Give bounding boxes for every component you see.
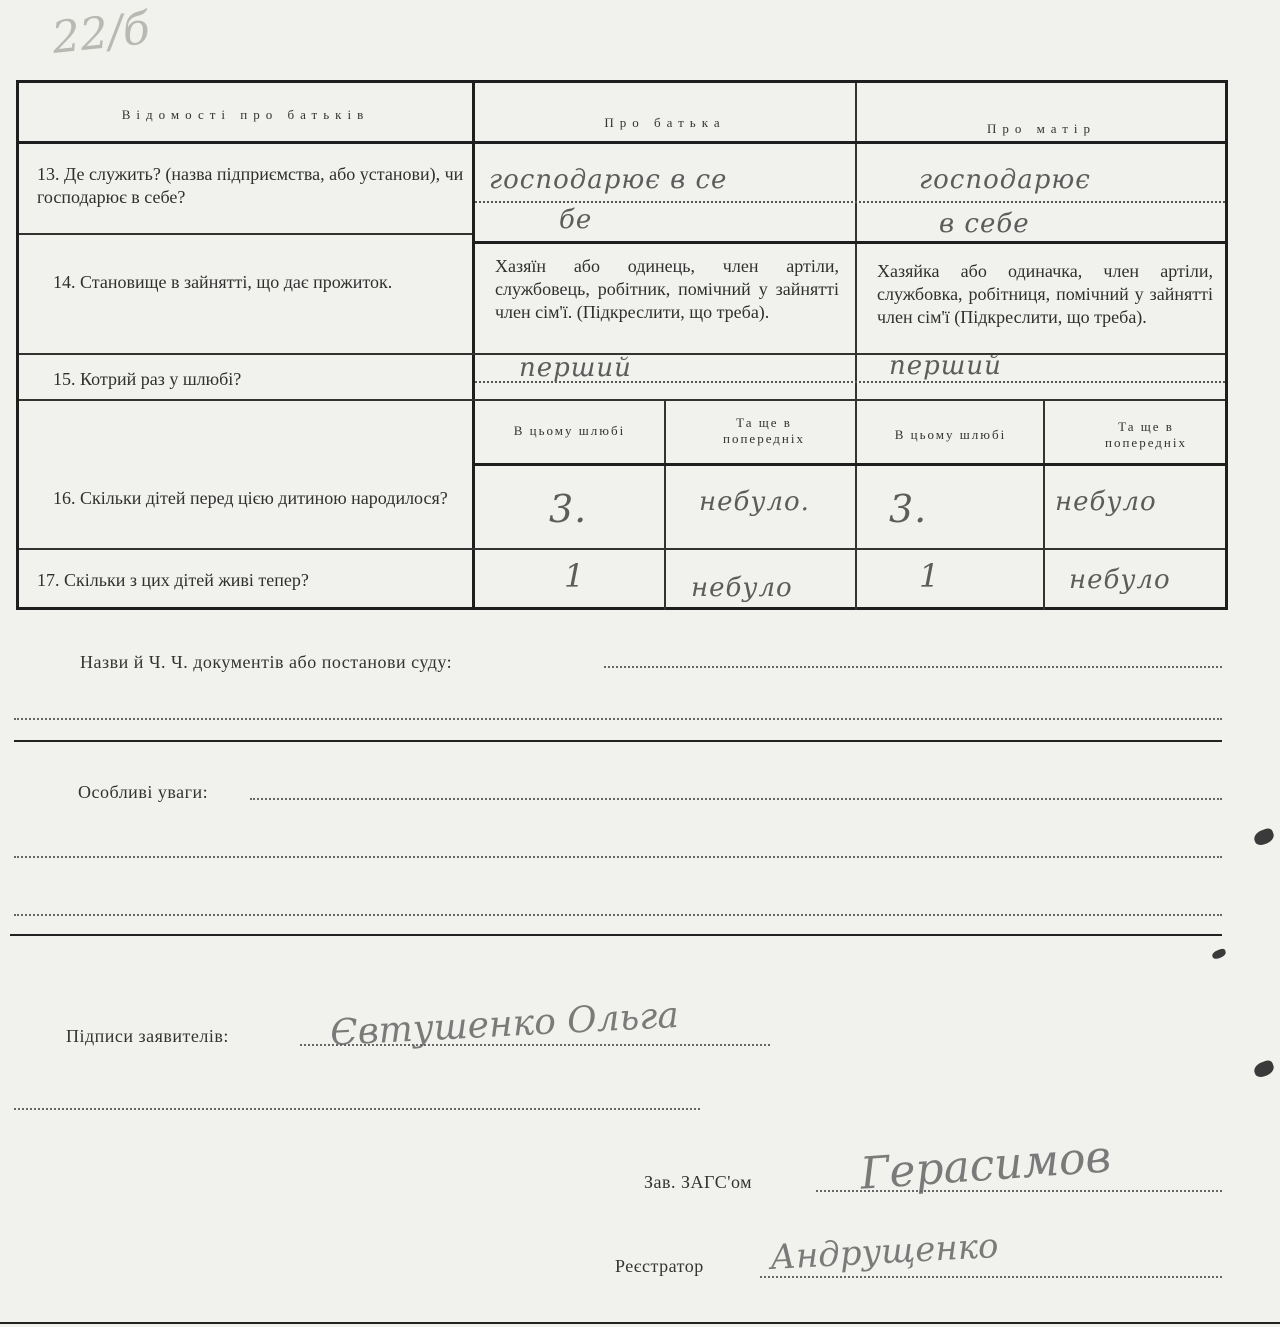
q13-label: 13. Де служить? (назва підприємства, або установи), чи господарює в себе? <box>37 164 464 207</box>
parents-info-table <box>16 80 1228 610</box>
q13-mother-value-line1: господарює <box>919 165 1091 195</box>
q13-father-value-line2: бе <box>559 205 593 235</box>
head-label: Зав. ЗАГС'ом <box>644 1172 752 1192</box>
q17-mother-this: 1 <box>919 557 941 595</box>
applicant-signature: Євтушенко Ольга <box>329 994 680 1055</box>
bottom-edge-line <box>0 1322 1280 1324</box>
q15-label: 15. Котрий раз у шлюбі? <box>53 369 242 389</box>
column-divider <box>1043 401 1045 610</box>
subheader-father-this-marriage: В цьому шлюбі <box>513 423 626 438</box>
head-signature: Герасимов <box>858 1131 1113 1200</box>
section-divider <box>14 740 1222 742</box>
header-about-father: Про батька <box>604 115 726 130</box>
q17-label: 17. Скільки з цих дітей живі тепер? <box>37 570 309 590</box>
section-divider <box>10 934 1222 936</box>
remarks-label: Особливі уваги: <box>78 782 209 802</box>
q14-label: 14. Становище в зайнятті, що дає прожиток. <box>53 272 393 292</box>
documents-label: Назви й Ч. Ч. документів або постанови суду: <box>80 652 453 672</box>
q16-father-prev: небуло. <box>699 487 810 517</box>
header-about-mother: Про матір <box>986 121 1096 136</box>
q14-mother-options: Хазяйка або одиначка, член артіли, службовка, робітниця, помічний у зайнятті член сім'ї (Підкреслити, що треба). <box>877 261 1213 327</box>
q17-mother-prev: небуло <box>1069 565 1171 595</box>
q15-father-value: перший <box>519 353 632 383</box>
header-parents-info: Відомості про батьків <box>121 107 370 122</box>
q16-father-this: 3. <box>549 487 588 531</box>
scan-smudge <box>1252 827 1276 847</box>
remarks-line <box>14 914 1222 916</box>
row-divider <box>19 233 472 235</box>
registrar-signature-line <box>760 1276 1222 1278</box>
q13-father-value-line1: господарює в се <box>489 165 728 195</box>
q14-father-options: Хазяїн або одинець, член артіли, службовець, робітник, помічний у зайнятті член сім'ї. (Підкреслити, що треба). <box>495 256 839 322</box>
remarks-line <box>250 798 1222 800</box>
row-divider <box>475 201 1225 203</box>
row-divider <box>475 241 1225 244</box>
registrar-signature: Андрущенко <box>769 1226 1000 1278</box>
scan-smudge <box>1211 948 1227 960</box>
column-divider <box>472 83 475 610</box>
subheader-father-previous: Та ще в попередніх <box>723 415 805 446</box>
subheader-mother-this-marriage: В цьому шлюбі <box>894 427 1007 442</box>
row-divider <box>19 141 1225 144</box>
q17-father-prev: небуло <box>691 573 793 603</box>
signature-line <box>14 1108 700 1110</box>
q15-mother-value: перший <box>889 351 1002 381</box>
row-divider <box>19 399 1225 401</box>
q16-mother-prev: небуло <box>1055 487 1157 517</box>
scan-smudge <box>1252 1059 1276 1079</box>
q16-label: 16. Скільки дітей перед цією дитиною народилося? <box>53 488 448 508</box>
head-signature-line <box>816 1190 1222 1192</box>
row-divider <box>19 548 1225 550</box>
q17-father-this: 1 <box>564 557 586 595</box>
q16-mother-this: 3. <box>889 487 928 531</box>
row-divider <box>475 463 1225 466</box>
documents-line <box>604 666 1222 668</box>
q13-mother-value-line2: в себе <box>939 209 1030 239</box>
applicant-signatures-label: Підписи заявителів: <box>66 1026 229 1046</box>
signature-line <box>300 1044 770 1046</box>
remarks-line <box>14 856 1222 858</box>
subheader-mother-previous: Та ще в попередніх <box>1105 419 1187 450</box>
registrar-label: Реєстратор <box>615 1256 704 1276</box>
column-divider <box>664 401 666 610</box>
page-number: 22/б <box>49 3 153 64</box>
column-divider <box>855 83 857 610</box>
documents-line <box>14 718 1222 720</box>
